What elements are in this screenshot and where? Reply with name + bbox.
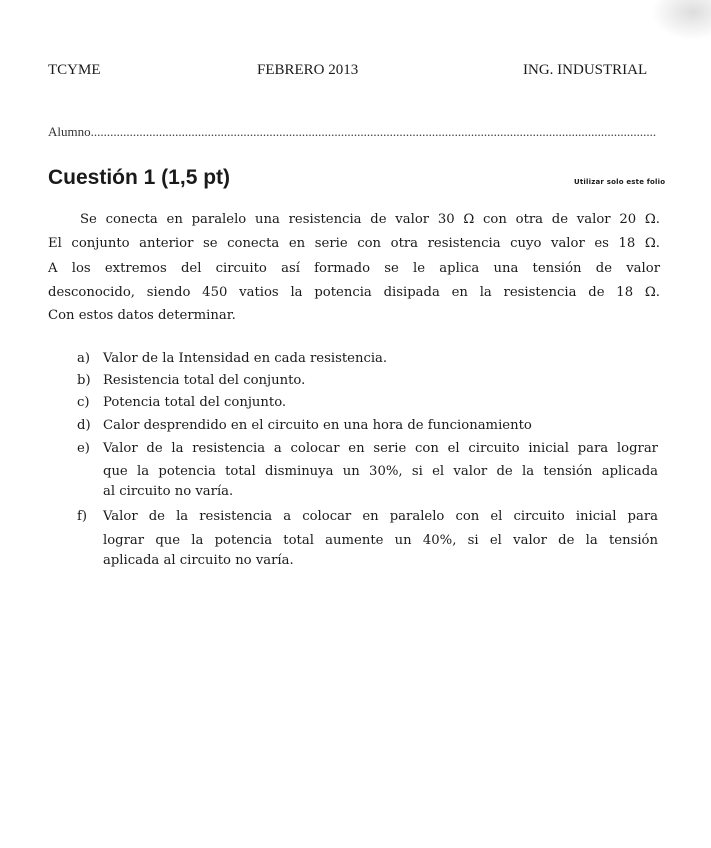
item-text: Valor de la resistencia a colocar en paralelo con el circuito inicial para bbox=[103, 509, 658, 524]
header-degree: ING. INDUSTRIAL bbox=[523, 62, 648, 78]
header-date: FEBRERO 2013 bbox=[257, 62, 359, 78]
scan-smudge bbox=[651, 0, 711, 40]
paragraph-line: Se conecta en paralelo una resistencia de valor 30 Ω con otra de valor 20 Ω. bbox=[80, 212, 660, 227]
paragraph-line: Con estos datos determinar. bbox=[48, 308, 236, 323]
item-label: a) bbox=[77, 351, 91, 366]
student-dots: .............................................................................................................................................................................. bbox=[90, 124, 657, 139]
item-text: que la potencia total disminuya un 30%, si el valor de la tensión aplicada bbox=[103, 464, 658, 479]
paragraph-line: El conjunto anterior se conecta en serie con otra resistencia cuyo valor es 18 Ω. bbox=[48, 236, 660, 251]
item-text: aplicada al circuito no varía. bbox=[103, 553, 294, 568]
item-text: Calor desprendido en el circuito en una hora de funcionamiento bbox=[103, 418, 532, 433]
student-name-field bbox=[48, 124, 658, 140]
item-text: lograr que la potencia total aumente un 40%, si el valor de la tensión bbox=[103, 533, 658, 548]
item-text: Resistencia total del conjunto. bbox=[103, 373, 306, 388]
item-text: al circuito no varía. bbox=[103, 484, 234, 499]
question-note: Utilizar solo este folio bbox=[574, 178, 666, 186]
paragraph-line: desconocido, siendo 450 vatios la potencia disipada en la resistencia de 18 Ω. bbox=[48, 285, 660, 300]
item-label: c) bbox=[77, 395, 90, 410]
item-label: f) bbox=[77, 509, 88, 524]
header-course: TCYME bbox=[48, 62, 101, 78]
student-label: Alumno bbox=[48, 124, 91, 139]
question-title: Cuestión 1 (1,5 pt) bbox=[48, 166, 231, 189]
item-label: e) bbox=[77, 441, 90, 456]
item-label: d) bbox=[77, 418, 91, 433]
item-text: Valor de la resistencia a colocar en serie con el circuito inicial para lograr bbox=[103, 441, 658, 456]
item-text: Valor de la Intensidad en cada resistencia. bbox=[103, 351, 388, 366]
paragraph-line: A los extremos del circuito así formado se le aplica una tensión de valor bbox=[48, 261, 660, 276]
item-text: Potencia total del conjunto. bbox=[103, 395, 287, 410]
item-label: b) bbox=[77, 373, 91, 388]
